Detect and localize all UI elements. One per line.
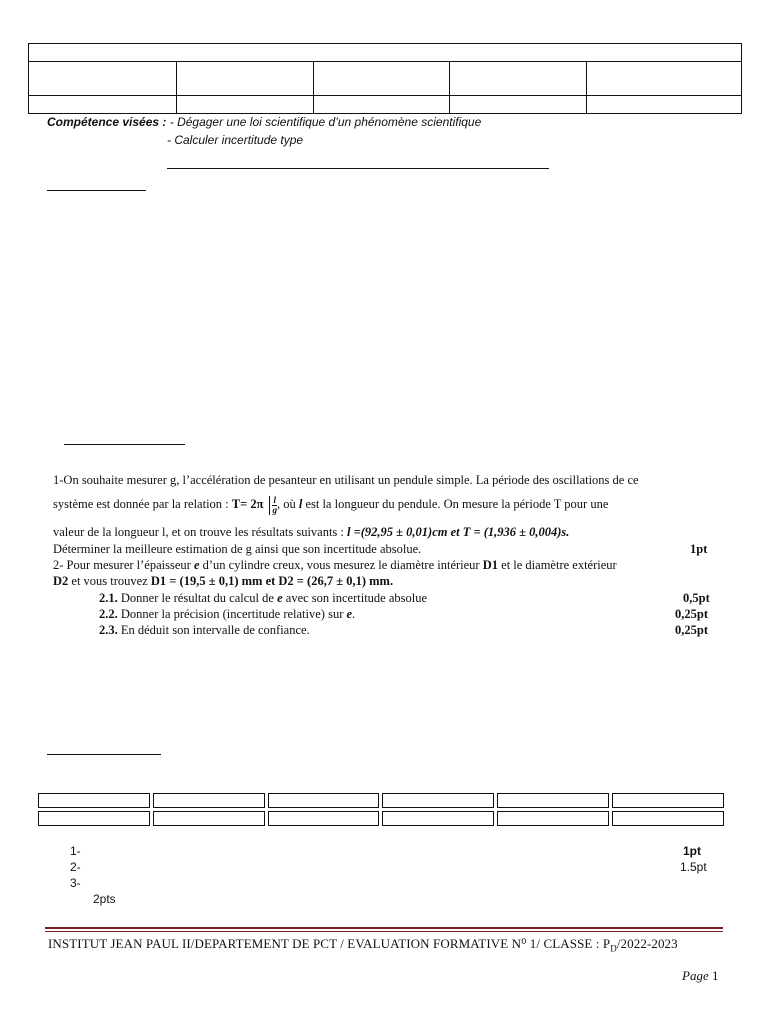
part-3-points-1: 1pt <box>683 844 701 858</box>
part-3-item-3: 3- <box>70 876 81 890</box>
header-cell <box>450 96 587 113</box>
sub-question-text: En déduit son intervalle de confiance. <box>117 623 310 637</box>
sub-question-number: 2.1. <box>99 591 118 605</box>
question-1-text: est la longueur du pendule. On mesure la période T pour une <box>302 497 609 511</box>
answer-cell <box>382 793 494 808</box>
fraction-numerator: l <box>273 494 276 505</box>
sub-question-points: 0,25pt <box>675 623 708 637</box>
header-cell <box>29 96 177 113</box>
answer-cell <box>153 793 265 808</box>
part-3-item-2: 2- <box>70 860 81 874</box>
blank-rule <box>167 168 549 169</box>
sub-question-points: 0,5pt <box>683 591 710 605</box>
sub-question-2-3 <box>99 622 310 638</box>
period-formula: T= 2π <box>231 497 264 511</box>
competence-line-2 <box>167 132 303 148</box>
header-table-row-bottom <box>29 96 741 113</box>
sub-question-number: 2.3. <box>99 623 118 637</box>
footer-class-subscript: D <box>610 943 617 954</box>
outer-diameter-label: D2 <box>53 574 69 588</box>
competence-item: - Calculer incertitude type <box>167 133 304 147</box>
blank-rule <box>47 754 161 755</box>
length-variable: l <box>298 497 303 511</box>
measurement-results: l =(92,95 ± 0,01)cm et T = (1,936 ± 0,004)s. <box>347 525 570 539</box>
question-1-line-1: 1-On souhaite mesurer g, l’accélération de pesanteur en utilisant un pendule simple. La période des oscillations de ce <box>53 473 639 487</box>
answer-table-row <box>38 811 724 826</box>
question-1-line-4: Déterminer la meilleure estimation de g ainsi que son incertitude absolue. <box>53 542 422 556</box>
question-1-points: 1pt <box>690 542 708 556</box>
sub-question-text: . <box>352 607 356 621</box>
question-1-text: valeur de la longueur l, et on trouve les résultats suivants : <box>53 525 348 539</box>
answer-table-row <box>38 793 724 808</box>
header-table-row-middle <box>29 62 741 96</box>
header-cell <box>314 96 450 113</box>
question-1-line-3 <box>53 524 569 540</box>
header-cell <box>450 62 587 95</box>
sub-question-text: Donner la précision (incertitude relative) sur <box>117 607 347 621</box>
header-cell <box>177 96 314 113</box>
sub-question-points: 0,25pt <box>675 607 708 621</box>
answer-cell <box>612 793 724 808</box>
competence-line-1 <box>47 114 481 130</box>
answer-cell <box>38 793 150 808</box>
answer-cell <box>497 793 609 808</box>
inner-diameter-label: D1 <box>482 558 499 572</box>
answer-table <box>38 793 724 829</box>
page-label: Page <box>682 968 709 983</box>
thickness-variable: e <box>277 591 283 605</box>
fraction-denominator: g <box>272 504 277 515</box>
sub-question-number: 2.2. <box>99 607 118 621</box>
answer-cell <box>153 811 265 826</box>
sub-question-text: Donner le résultat du calcul de <box>117 591 278 605</box>
sub-question-text: avec son incertitude absolue <box>282 591 428 605</box>
sub-question-2-1 <box>99 590 427 606</box>
header-cell <box>314 62 450 95</box>
page-number-value: 1 <box>711 968 719 983</box>
thickness-variable: e <box>193 558 200 572</box>
answer-cell <box>612 811 724 826</box>
header-cell <box>587 62 741 95</box>
header-table-row-top <box>29 44 741 62</box>
sub-question-2-2 <box>99 606 355 622</box>
question-2-line-2 <box>53 573 393 589</box>
answer-cell <box>497 811 609 826</box>
footer-text: INSTITUT JEAN PAUL II/DEPARTEMENT DE PCT / EVALUATION FORMATIVE N⁰ 1/ CLASSE : P <box>48 936 611 951</box>
footer-rule <box>45 927 723 929</box>
answer-cell <box>268 811 380 826</box>
answer-cell <box>268 793 380 808</box>
answer-cell <box>38 811 150 826</box>
footer-rule <box>45 931 723 932</box>
question-1-text: , où <box>276 497 299 511</box>
header-cell <box>587 96 741 113</box>
page-number <box>682 968 718 984</box>
diameter-results: D1 = (19,5 ± 0,1) mm et D2 = (26,7 ± 0,1) mm. <box>150 574 394 588</box>
question-2-text: 2- Pour mesurer l’épaisseur <box>53 558 194 572</box>
question-2-text: et vous trouvez <box>68 574 151 588</box>
question-1-line-2 <box>53 492 608 516</box>
header-table <box>28 43 742 114</box>
question-2-text: d’un cylindre creux, vous mesurez le diamètre intérieur <box>199 558 483 572</box>
footer-year: /2022-2023 <box>616 936 678 951</box>
question-2-text: et le diamètre extérieur <box>498 558 617 572</box>
question-1-text: système est donnée par la relation : <box>53 497 232 511</box>
header-cell <box>29 62 177 95</box>
thickness-variable: e <box>346 607 353 621</box>
answer-cell <box>382 811 494 826</box>
sqrt-fraction <box>269 496 277 515</box>
competence-label: Compétence visées : <box>47 115 167 129</box>
header-cell <box>177 62 314 95</box>
blank-rule <box>47 190 146 191</box>
question-2-line-1 <box>53 557 617 573</box>
part-3-points-3: 2pts <box>93 892 116 906</box>
footer <box>48 936 678 954</box>
competence-item: - Dégager une loi scientifique d’un phénomène scientifique <box>169 115 482 129</box>
blank-rule <box>64 444 185 445</box>
part-3-item-1: 1- <box>70 844 81 858</box>
part-3-points-2: 1.5pt <box>680 860 707 874</box>
